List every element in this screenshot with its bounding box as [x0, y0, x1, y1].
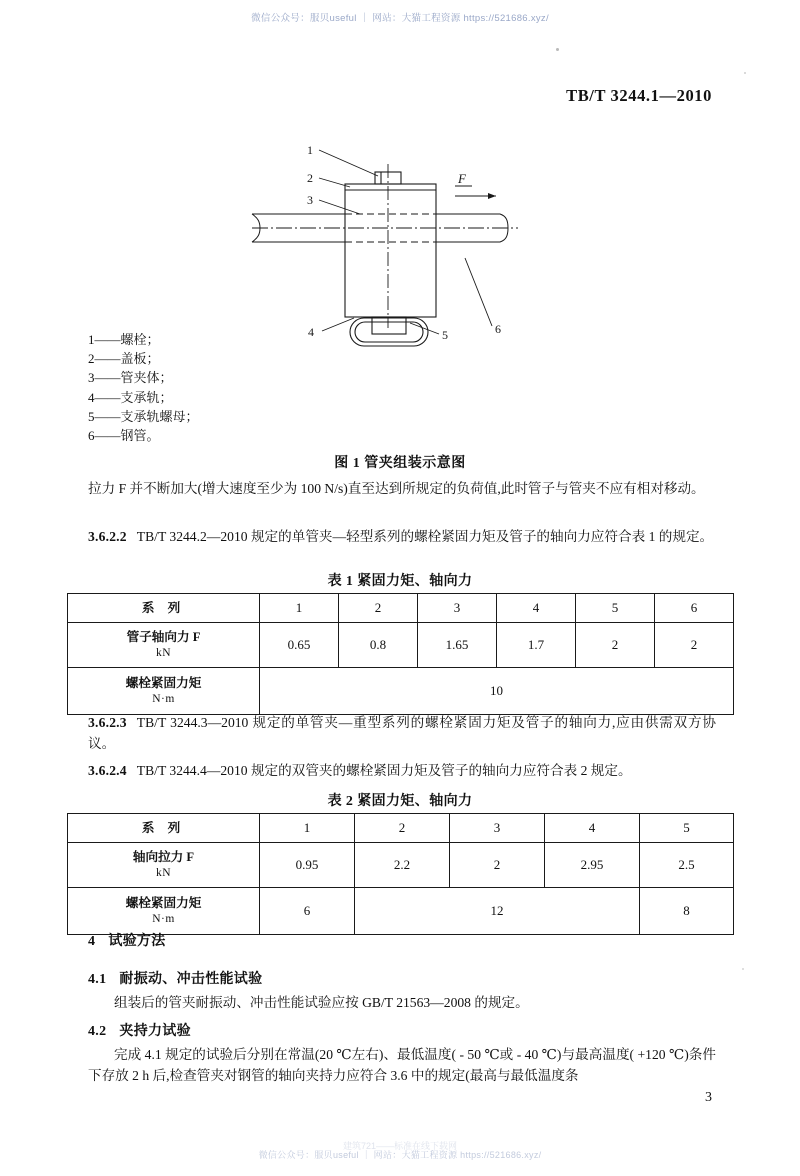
table1-torque-merged: 10: [260, 668, 734, 715]
table1-axial-force-5: 2: [576, 623, 655, 668]
clause-3-6-2-2-text: TB/T 3244.2—2010 规定的单管夹—轻型系列的螺栓紧固力矩及管子的轴向力应符合表 1 的规定。: [136, 529, 714, 544]
table2-label-torque-text: 螺栓紧固力矩: [125, 895, 202, 910]
table1-axial-force-2: 0.8: [339, 623, 418, 668]
legend-item-4: 4——支承轨；: [88, 389, 173, 405]
table2-label-axial-force: [68, 843, 260, 888]
table2-series-3: 3: [450, 814, 545, 843]
clause-3-6-2-3-number: 3.6.2.3: [88, 715, 127, 730]
table2-axial-force-4: 2.95: [545, 843, 640, 888]
table1-axial-force-1: 0.65: [260, 623, 339, 668]
table2-series-1: 1: [260, 814, 355, 843]
clause-4-1-text: 组装后的管夹耐振动、冲击性能试验应按 GB/T 21563—2008 的规定。: [114, 995, 529, 1010]
standard-number-header: TB/T 3244.1—2010: [566, 86, 712, 105]
table1-series-1: 1: [260, 594, 339, 623]
figure-callout-4: 4: [308, 325, 314, 339]
clause-3-6-2-3-text: TB/T 3244.3—2010 规定的单管夹—重型系列的螺栓紧固力矩及管子的轴向力,应由供需双方协议。: [88, 715, 716, 751]
table1-label-torque-text: 螺栓紧固力矩: [125, 675, 202, 690]
heading-4-1-number: 4.1: [88, 972, 107, 987]
table2-label-axial-force-unit: kN: [155, 866, 172, 879]
figure-force-label: F: [458, 171, 466, 186]
table1-series-5: 5: [576, 594, 655, 623]
table1-tightening-torque-axial-force: [67, 593, 734, 715]
table2-torque-3: 8: [640, 888, 734, 935]
table2-row-series: [68, 814, 734, 843]
heading-4-1-text: 耐振动、冲击性能试验: [119, 972, 263, 987]
table1-label-axial-force-unit: kN: [155, 646, 172, 659]
table1-series-6: 6: [655, 594, 734, 623]
table2-label-axial-force-text: 轴向拉力 F: [132, 849, 195, 864]
legend-item-6: 6——钢管。: [88, 428, 160, 444]
table1-caption: 表 1 紧固力矩、轴向力: [327, 574, 473, 589]
heading-4-text: 试验方法: [108, 934, 166, 949]
table2-series-2: 2: [355, 814, 450, 843]
clause-3-6-2-4-number: 3.6.2.4: [88, 763, 127, 778]
legend-item-1: 1——螺栓；: [88, 332, 160, 347]
scan-speck: [556, 48, 559, 51]
table1-row-torque: [68, 668, 734, 715]
table1-label-torque: [68, 668, 260, 715]
table2-series-4: 4: [545, 814, 640, 843]
heading-4-number: 4: [88, 934, 96, 949]
watermark-top: 微信公众号：服贝useful ｜ 网站：大猫工程资源 https://521686.xyz/: [251, 13, 549, 24]
table2-torque-2: 12: [355, 888, 640, 935]
watermark-bottom: 微信公众号：服贝useful ｜ 网站：大猫工程资源 https://521686.xyz/: [258, 1150, 542, 1160]
table1-series-2: 2: [339, 594, 418, 623]
table2-axial-force-1: 0.95: [260, 843, 355, 888]
scan-speck: [744, 72, 746, 74]
legend-item-5: 5——支承轨螺母；: [88, 408, 199, 424]
figure-callout-3: 3: [307, 193, 313, 207]
table2-caption: 表 2 紧固力矩、轴向力: [327, 794, 473, 809]
clause-3-6-2-3: [88, 712, 716, 754]
table1-series-4: 4: [497, 594, 576, 623]
clause-3-6-2-4: [88, 760, 716, 781]
table1-row-axial-force: [68, 623, 734, 668]
page-number: 3: [705, 1090, 712, 1105]
heading-4: [88, 930, 166, 950]
figure-callout-2: 2: [307, 171, 313, 185]
table2-tightening-torque-axial-force: [67, 813, 734, 935]
table1-label-series: 系 列: [68, 594, 260, 623]
table1-label-torque-unit: N·m: [152, 692, 175, 705]
figure-callout-6: 6: [495, 322, 501, 336]
legend-item-2: 2——盖板；: [88, 351, 160, 367]
heading-4-2: [88, 1020, 191, 1040]
figure-callout-5: 5: [442, 328, 448, 342]
table1-label-axial-force-text: 管子轴向力 F: [126, 629, 201, 644]
table2-label-torque-unit: N·m: [152, 912, 175, 925]
clause-4-2-body: [88, 1044, 716, 1086]
table2-torque-1: 6: [260, 888, 355, 935]
scan-speck: [742, 968, 744, 970]
table1-axial-force-6: 2: [655, 623, 734, 668]
table2-label-series: 系 列: [68, 814, 260, 843]
figure-pipe-clamp-assembly: [250, 128, 550, 342]
paragraph-pull-force: [88, 478, 716, 499]
table2-label-torque: [68, 888, 260, 935]
table2-row-axial-force: [68, 843, 734, 888]
figure-callout-1: 1: [307, 143, 313, 157]
clause-3-6-2-4-text: TB/T 3244.4—2010 规定的双管夹的螺栓紧固力矩及管子的轴向力应符合表 2 规定。: [136, 763, 632, 778]
table2-axial-force-5: 2.5: [640, 843, 734, 888]
table2-axial-force-2: 2.2: [355, 843, 450, 888]
table1-row-series: [68, 594, 734, 623]
heading-4-2-text: 夹持力试验: [119, 1024, 191, 1039]
table2-row-torque: [68, 888, 734, 935]
table1-axial-force-3: 1.65: [418, 623, 497, 668]
clause-3-6-2-2-number: 3.6.2.2: [88, 529, 127, 544]
figure-caption: 图 1 管夹组装示意图: [334, 456, 466, 471]
table1-label-axial-force: [68, 623, 260, 668]
legend-item-3: 3——管夹体；: [88, 370, 173, 386]
clause-4-2-text: 完成 4.1 规定的试验后分别在常温(20 ℃左右)、最低温度( - 50 ℃或 - 40 ℃)与最高温度( +120 ℃)条件下存放 2 h 后,检查管夹对钢管的轴向夹持力应符合 3.6 中的规定(最高与最低温度条: [88, 1047, 716, 1083]
clause-4-1-body: [88, 992, 716, 1013]
table2-axial-force-3: 2: [450, 843, 545, 888]
table2-series-5: 5: [640, 814, 734, 843]
paragraph-pull-force-text: 拉力 F 并不断加大(增大速度至少为 100 N/s)直至达到所规定的负荷值,此时管子与管夹不应有相对移动。: [88, 481, 705, 496]
figure-legend: [88, 330, 199, 445]
table1-series-3: 3: [418, 594, 497, 623]
heading-4-1: [88, 968, 262, 988]
watermark-bottom-faint: 建筑721——标准在线下载网: [342, 1141, 458, 1151]
figure-svg: [250, 128, 550, 342]
table1-axial-force-4: 1.7: [497, 623, 576, 668]
heading-4-2-number: 4.2: [88, 1024, 107, 1039]
clause-3-6-2-2: [88, 526, 716, 547]
